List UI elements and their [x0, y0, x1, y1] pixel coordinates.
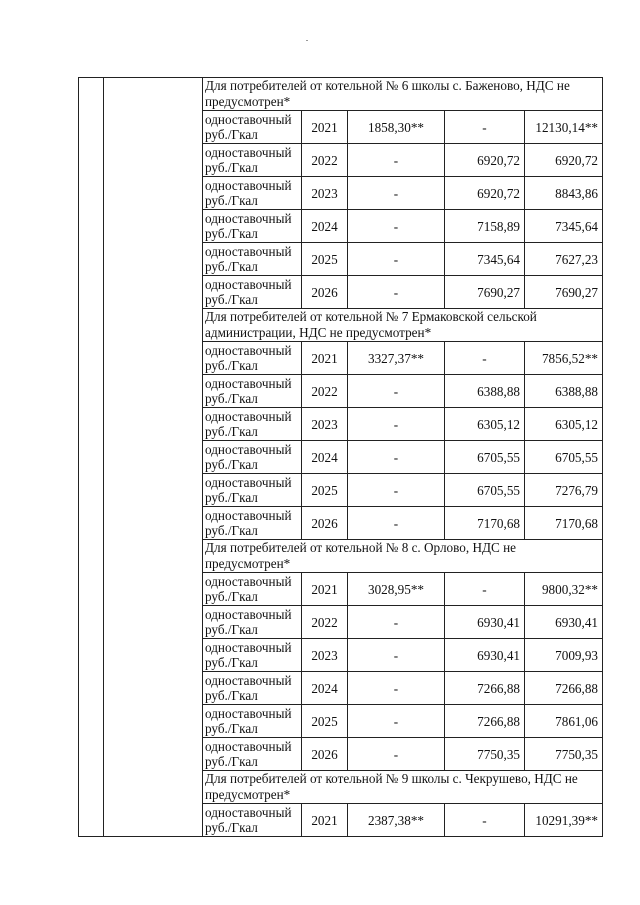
- value-col-3: 7750,35: [525, 738, 603, 771]
- value-col-3: 7266,88: [525, 672, 603, 705]
- value-col-1: 3327,37**: [348, 342, 445, 375]
- value-col-1: -: [348, 408, 445, 441]
- value-col-3: 9800,32**: [525, 573, 603, 606]
- value-col-1: -: [348, 474, 445, 507]
- tariff-type: одноставочный руб./Гкал: [203, 606, 302, 639]
- year-cell: 2024: [302, 672, 348, 705]
- value-col-2: 7266,88: [445, 672, 525, 705]
- value-col-1: -: [348, 177, 445, 210]
- value-col-3: 7861,06: [525, 705, 603, 738]
- value-col-2: 6705,55: [445, 441, 525, 474]
- group-header: Для потребителей от котельной № 6 школы с. Баженово, НДС не предусмотрен*: [203, 78, 603, 111]
- tariff-type: одноставочный руб./Гкал: [203, 738, 302, 771]
- value-col-1: -: [348, 210, 445, 243]
- value-col-3: 6930,41: [525, 606, 603, 639]
- value-col-3: 7170,68: [525, 507, 603, 540]
- scan-speck: [306, 40, 308, 41]
- tariff-type: одноставочный руб./Гкал: [203, 375, 302, 408]
- group-header: Для потребителей от котельной № 8 с. Орлово, НДС не предусмотрен*: [203, 540, 603, 573]
- value-col-1: -: [348, 705, 445, 738]
- tariff-type: одноставочный руб./Гкал: [203, 672, 302, 705]
- value-col-2: 7266,88: [445, 705, 525, 738]
- tariff-type: одноставочный руб./Гкал: [203, 573, 302, 606]
- value-col-2: -: [445, 111, 525, 144]
- year-cell: 2023: [302, 177, 348, 210]
- value-col-1: 3028,95**: [348, 573, 445, 606]
- value-col-1: -: [348, 375, 445, 408]
- tariff-type: одноставочный руб./Гкал: [203, 111, 302, 144]
- value-col-3: 6705,55: [525, 441, 603, 474]
- year-cell: 2021: [302, 573, 348, 606]
- value-col-2: -: [445, 342, 525, 375]
- blank-column-1: [79, 78, 104, 837]
- value-col-1: -: [348, 639, 445, 672]
- value-col-3: 7690,27: [525, 276, 603, 309]
- tariff-type: одноставочный руб./Гкал: [203, 441, 302, 474]
- year-cell: 2025: [302, 705, 348, 738]
- group-header: Для потребителей от котельной № 9 школы с. Чекрушево, НДС не предусмотрен*: [203, 771, 603, 804]
- value-col-2: 7345,64: [445, 243, 525, 276]
- value-col-1: -: [348, 606, 445, 639]
- tariff-type: одноставочный руб./Гкал: [203, 639, 302, 672]
- year-cell: 2025: [302, 243, 348, 276]
- value-col-2: -: [445, 804, 525, 837]
- year-cell: 2026: [302, 507, 348, 540]
- value-col-3: 7345,64: [525, 210, 603, 243]
- value-col-1: -: [348, 507, 445, 540]
- year-cell: 2022: [302, 606, 348, 639]
- tariff-type: одноставочный руб./Гкал: [203, 177, 302, 210]
- tariff-type: одноставочный руб./Гкал: [203, 474, 302, 507]
- value-col-3: 10291,39**: [525, 804, 603, 837]
- tariff-type: одноставочный руб./Гкал: [203, 276, 302, 309]
- value-col-1: -: [348, 276, 445, 309]
- value-col-1: -: [348, 672, 445, 705]
- value-col-2: 7690,27: [445, 276, 525, 309]
- year-cell: 2024: [302, 441, 348, 474]
- year-cell: 2023: [302, 639, 348, 672]
- value-col-2: 7170,68: [445, 507, 525, 540]
- value-col-3: 6305,12: [525, 408, 603, 441]
- value-col-2: 6705,55: [445, 474, 525, 507]
- year-cell: 2023: [302, 408, 348, 441]
- value-col-3: 8843,86: [525, 177, 603, 210]
- year-cell: 2026: [302, 276, 348, 309]
- value-col-2: 6920,72: [445, 177, 525, 210]
- blank-column-2: [104, 78, 203, 837]
- value-col-3: 12130,14**: [525, 111, 603, 144]
- year-cell: 2021: [302, 111, 348, 144]
- tariff-type: одноставочный руб./Гкал: [203, 408, 302, 441]
- group-header-row: [79, 78, 603, 111]
- tariff-type: одноставочный руб./Гкал: [203, 705, 302, 738]
- tariff-type: одноставочный руб./Гкал: [203, 507, 302, 540]
- group-header: Для потребителей от котельной № 7 Ермаковской сельской администрации, НДС не предусмотрен*: [203, 309, 603, 342]
- year-cell: 2025: [302, 474, 348, 507]
- value-col-1: 1858,30**: [348, 111, 445, 144]
- value-col-2: 6930,41: [445, 639, 525, 672]
- value-col-2: 6388,88: [445, 375, 525, 408]
- value-col-1: -: [348, 144, 445, 177]
- value-col-3: 7276,79: [525, 474, 603, 507]
- value-col-3: 7009,93: [525, 639, 603, 672]
- value-col-2: -: [445, 573, 525, 606]
- value-col-1: 2387,38**: [348, 804, 445, 837]
- value-col-3: 7856,52**: [525, 342, 603, 375]
- value-col-1: -: [348, 243, 445, 276]
- value-col-1: -: [348, 441, 445, 474]
- value-col-2: 7158,89: [445, 210, 525, 243]
- value-col-3: 6920,72: [525, 144, 603, 177]
- value-col-3: 6388,88: [525, 375, 603, 408]
- tariff-table: [78, 77, 603, 837]
- value-col-3: 7627,23: [525, 243, 603, 276]
- tariff-type: одноставочный руб./Гкал: [203, 804, 302, 837]
- year-cell: 2021: [302, 804, 348, 837]
- value-col-2: 6920,72: [445, 144, 525, 177]
- year-cell: 2022: [302, 144, 348, 177]
- value-col-2: 6930,41: [445, 606, 525, 639]
- year-cell: 2024: [302, 210, 348, 243]
- tariff-type: одноставочный руб./Гкал: [203, 243, 302, 276]
- tariff-table-body: [79, 78, 603, 837]
- value-col-1: -: [348, 738, 445, 771]
- year-cell: 2021: [302, 342, 348, 375]
- value-col-2: 6305,12: [445, 408, 525, 441]
- tariff-type: одноставочный руб./Гкал: [203, 210, 302, 243]
- tariff-type: одноставочный руб./Гкал: [203, 144, 302, 177]
- year-cell: 2026: [302, 738, 348, 771]
- value-col-2: 7750,35: [445, 738, 525, 771]
- year-cell: 2022: [302, 375, 348, 408]
- tariff-type: одноставочный руб./Гкал: [203, 342, 302, 375]
